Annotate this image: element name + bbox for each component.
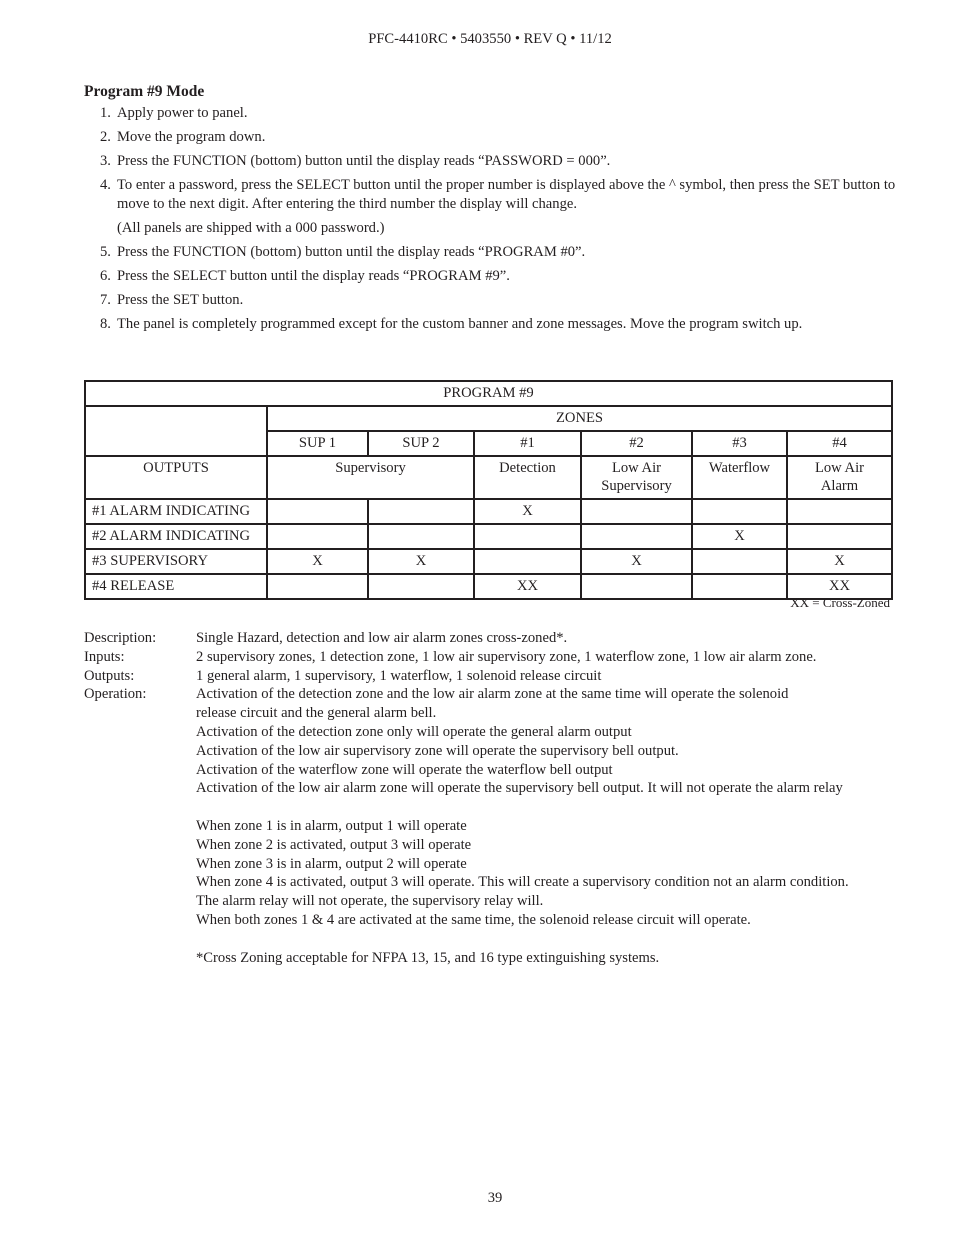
operation-line: Activation of the low air supervisory zone will operate the supervisory bell output. bbox=[196, 742, 679, 759]
zone-type: Supervisory bbox=[267, 456, 474, 499]
table-cell bbox=[474, 524, 581, 549]
outputs-row bbox=[84, 667, 914, 686]
table-cell bbox=[581, 524, 692, 549]
operation-line: Activation of the low air alarm zone will operate the supervisory bell output. It will not operate the alarm relay bbox=[196, 780, 843, 797]
zone-header: #2 bbox=[581, 431, 692, 456]
page-number: 39 bbox=[487, 1190, 503, 1206]
table-cell bbox=[581, 499, 692, 524]
output-label: #1 ALARM INDICATING bbox=[85, 499, 267, 524]
table-cell: X bbox=[581, 549, 692, 574]
table-cell: X bbox=[368, 549, 474, 574]
zone-header: #4 bbox=[787, 431, 892, 456]
table-row bbox=[85, 524, 892, 549]
table-title-row bbox=[85, 381, 892, 406]
table-cell: XX bbox=[787, 574, 892, 599]
zone-header: #3 bbox=[692, 431, 787, 456]
table-row bbox=[85, 549, 892, 574]
step-6 bbox=[100, 267, 900, 286]
table-cell: X bbox=[787, 549, 892, 574]
table-cell: X bbox=[692, 524, 787, 549]
description-label: Description: bbox=[84, 630, 157, 646]
step-number: 2. bbox=[100, 129, 111, 145]
zone-type: Low Air Supervisory bbox=[581, 456, 692, 499]
table-cell: X bbox=[474, 499, 581, 524]
step-3 bbox=[100, 152, 900, 171]
outputs-label: Outputs: bbox=[84, 667, 135, 684]
zone-header: #1 bbox=[474, 431, 581, 456]
cross-zoning-footnote: *Cross Zoning acceptable for NFPA 13, 15, and 16 type extinguishing systems. bbox=[196, 949, 660, 966]
step-8 bbox=[100, 315, 900, 334]
zone-behavior-line: When zone 2 is activated, output 3 will operate bbox=[196, 836, 472, 853]
step-text: To enter a password, press the SELECT button until the proper number is displayed above the ^ symbol, then press the SET button to move to the next digit. After entering the third number the display will change. bbox=[117, 177, 896, 212]
table-cell: XX bbox=[474, 574, 581, 599]
table-cell bbox=[474, 549, 581, 574]
inputs-row bbox=[84, 648, 914, 667]
operation-line: Activation of the waterflow zone will operate the waterflow bell output bbox=[196, 761, 613, 778]
table-zone-type-row bbox=[85, 456, 892, 499]
description-text: Single Hazard, detection and low air alarm zones cross-zoned*. bbox=[196, 630, 568, 646]
step-number: 4. bbox=[100, 177, 111, 193]
description-row bbox=[84, 629, 914, 648]
step-5 bbox=[100, 243, 900, 262]
table-cell bbox=[692, 549, 787, 574]
table-row bbox=[85, 499, 892, 524]
step-1 bbox=[100, 104, 900, 123]
table-cell bbox=[787, 524, 892, 549]
zone-header: SUP 1 bbox=[267, 431, 368, 456]
spacer bbox=[84, 798, 914, 817]
step-4 bbox=[100, 176, 900, 214]
table-cell bbox=[581, 574, 692, 599]
zone-behavior-line: When zone 4 is activated, output 3 will operate. This will create a supervisory condition not an alarm condition. bbox=[196, 874, 849, 891]
step-4-note: (All panels are shipped with a 000 password.) bbox=[117, 220, 385, 236]
operation-line: Activation of the detection zone and the low air alarm zone at the same time will operate the solenoid bbox=[196, 686, 789, 703]
table-zones-row bbox=[85, 406, 892, 431]
operation-line: Activation of the detection zone only will operate the general alarm output bbox=[196, 723, 632, 740]
zone-header: SUP 2 bbox=[368, 431, 474, 456]
procedure-steps bbox=[100, 104, 900, 339]
table-cell bbox=[267, 499, 368, 524]
zone-behavior-line: When both zones 1 & 4 are activated at the same time, the solenoid release circuit will operate. bbox=[196, 911, 751, 928]
output-label: #3 SUPERVISORY bbox=[85, 549, 267, 574]
table-cell: X bbox=[267, 549, 368, 574]
step-text: The panel is completely programmed except for the custom banner and zone messages. Move the program switch up. bbox=[117, 316, 803, 332]
step-text: Press the SELECT button until the display reads “PROGRAM #9”. bbox=[117, 268, 510, 284]
operation-row bbox=[84, 685, 914, 704]
spacer bbox=[84, 930, 914, 949]
step-number: 6. bbox=[100, 268, 111, 284]
program-table bbox=[84, 380, 893, 600]
inputs-label: Inputs: bbox=[84, 648, 125, 665]
table-cell bbox=[267, 574, 368, 599]
zone-behavior-line: When zone 3 is in alarm, output 2 will operate bbox=[196, 855, 467, 872]
zone-type: Detection bbox=[474, 456, 581, 499]
step-7 bbox=[100, 291, 900, 310]
table-cell bbox=[267, 524, 368, 549]
zone-behavior-line: The alarm relay will not operate, the supervisory relay will. bbox=[196, 893, 544, 910]
document-header: PFC-4410RC • 5403550 • REV Q • 11/12 bbox=[368, 31, 612, 47]
step-number: 7. bbox=[100, 292, 111, 308]
outputs-header: OUTPUTS bbox=[85, 456, 267, 499]
table-title: PROGRAM #9 bbox=[85, 381, 892, 406]
zone-type: Waterflow bbox=[692, 456, 787, 499]
program-description bbox=[84, 629, 914, 967]
operation-line: release circuit and the general alarm bell. bbox=[196, 705, 437, 722]
inputs-text: 2 supervisory zones, 1 detection zone, 1 low air supervisory zone, 1 waterflow zone, 1 low air alarm zone. bbox=[196, 648, 817, 665]
step-text: Press the FUNCTION (bottom) button until the display reads “PASSWORD = 000”. bbox=[117, 153, 611, 169]
step-number: 5. bbox=[100, 244, 111, 260]
output-label: #4 RELEASE bbox=[85, 574, 267, 599]
outputs-text: 1 general alarm, 1 supervisory, 1 waterflow, 1 solenoid release circuit bbox=[196, 667, 602, 684]
section-title: Program #9 Mode bbox=[84, 83, 205, 100]
table-cell bbox=[368, 499, 474, 524]
table-corner-cell bbox=[85, 406, 267, 456]
output-label: #2 ALARM INDICATING bbox=[85, 524, 267, 549]
step-number: 3. bbox=[100, 153, 111, 169]
step-number: 8. bbox=[100, 316, 111, 332]
table-cell bbox=[787, 499, 892, 524]
step-number: 1. bbox=[100, 105, 111, 121]
step-text: Move the program down. bbox=[117, 129, 266, 145]
step-2 bbox=[100, 128, 900, 147]
step-text: Apply power to panel. bbox=[117, 105, 248, 121]
zone-type: Low Air Alarm bbox=[787, 456, 892, 499]
zone-behavior-line: When zone 1 is in alarm, output 1 will operate bbox=[196, 817, 467, 834]
cross-zoned-legend: XX = Cross-Zoned bbox=[790, 595, 890, 610]
table-cell bbox=[368, 574, 474, 599]
table-cell bbox=[692, 499, 787, 524]
operation-label: Operation: bbox=[84, 686, 147, 703]
zones-header: ZONES bbox=[267, 406, 892, 431]
step-text: Press the SET button. bbox=[117, 292, 244, 308]
table-cell bbox=[368, 524, 474, 549]
step-text: Press the FUNCTION (bottom) button until the display reads “PROGRAM #0”. bbox=[117, 244, 586, 260]
